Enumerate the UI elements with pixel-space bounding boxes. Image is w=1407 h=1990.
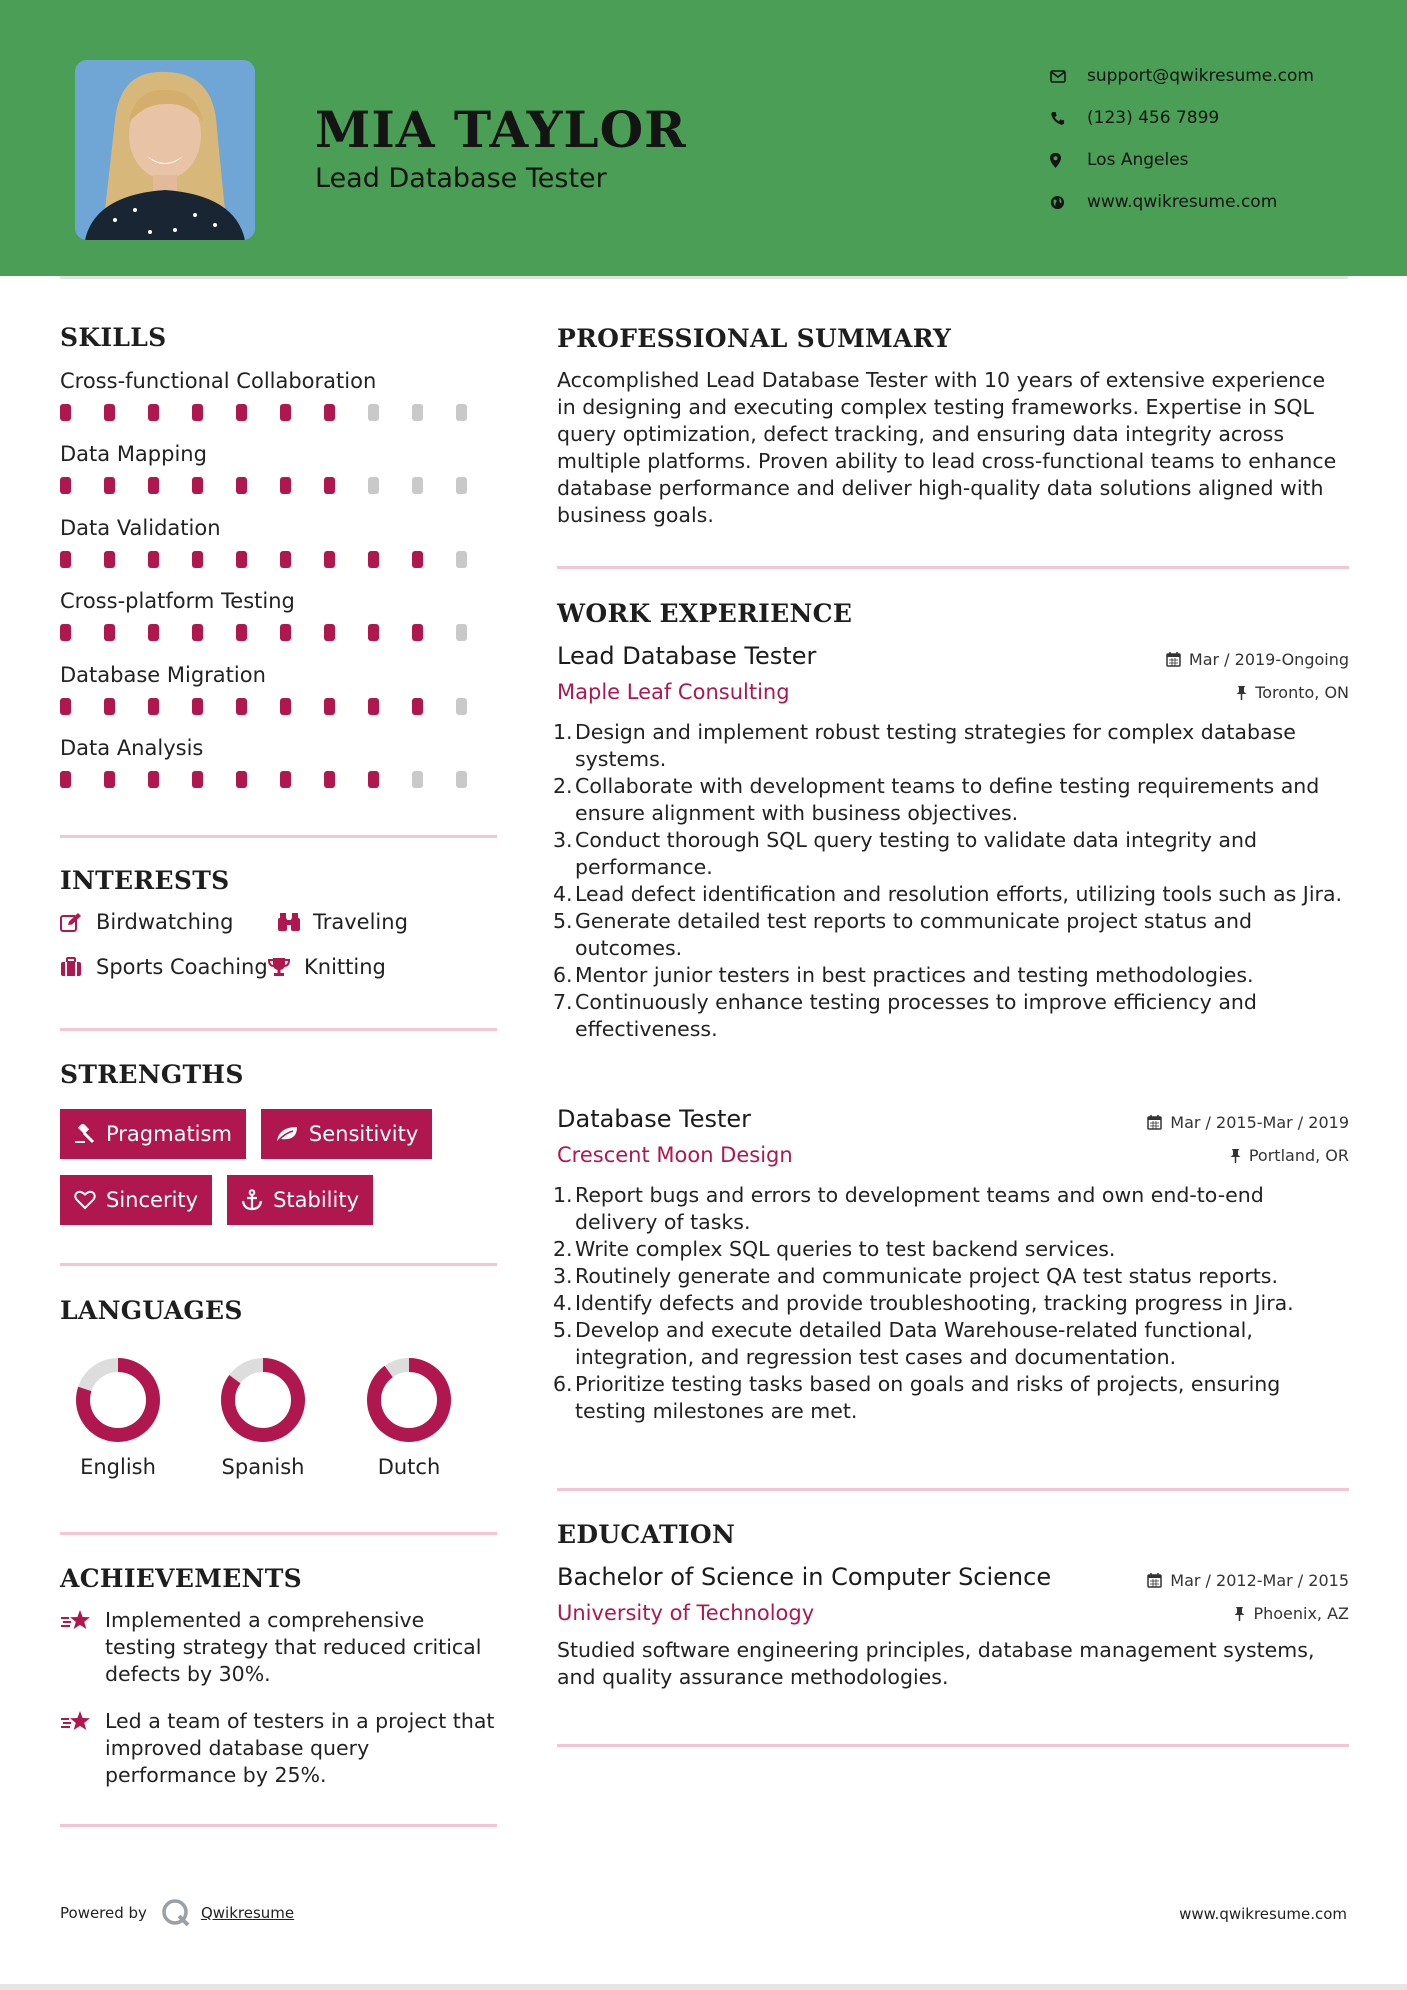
interest-item: Knitting	[268, 953, 488, 981]
skill-rating	[60, 404, 500, 421]
rating-dot	[148, 404, 159, 421]
skill-item	[60, 585, 500, 658]
skill-item	[60, 365, 500, 438]
duty-item: 3. Routinely generate and communicate project QA test status reports.	[553, 1264, 1278, 1288]
skill-item	[60, 438, 500, 511]
calendar-icon	[1147, 1573, 1162, 1588]
rating-dot	[236, 404, 247, 421]
duty-item: 4. Identify defects and provide troubleshooting, tracking progress in Jira.	[553, 1291, 1294, 1315]
interest-item: Birdwatching	[60, 908, 277, 936]
summary-heading: PROFESSIONAL SUMMARY	[557, 324, 952, 353]
rating-dot	[104, 551, 115, 568]
rating-dot	[324, 477, 335, 494]
skill-rating	[60, 771, 500, 788]
interests-heading: INTERESTS	[60, 866, 230, 895]
rating-dot	[368, 698, 379, 715]
rating-dot	[324, 551, 335, 568]
interests-list	[60, 908, 510, 981]
strength-badge: Stability	[227, 1175, 373, 1225]
footer-powered-by: Powered by Qwikresume	[60, 1898, 294, 1928]
rating-dot	[60, 404, 71, 421]
pushpin-icon	[1230, 1148, 1241, 1163]
education-entry	[557, 1563, 1349, 1691]
achievements-list	[60, 1607, 500, 1809]
languages-divider	[60, 1532, 497, 1535]
rating-dot	[280, 698, 291, 715]
rating-dot	[456, 404, 467, 421]
job-location: Toronto, ON	[1236, 683, 1349, 702]
rating-dot	[368, 404, 379, 421]
rating-dot	[148, 771, 159, 788]
qwikresume-logo-icon	[161, 1898, 191, 1928]
duty-item: 7. Continuously enhance testing processes to improve efficiency and effectiveness.	[553, 990, 1257, 1041]
experience-heading: WORK EXPERIENCE	[557, 599, 853, 628]
job-dates: Mar / 2019-Ongoing	[1166, 650, 1349, 669]
language-item	[58, 1355, 178, 1479]
rating-dot	[148, 624, 159, 641]
skill-rating	[60, 477, 500, 494]
shooting-star-icon	[60, 1607, 105, 1688]
pencil-square-icon	[60, 912, 96, 932]
skill-rating	[60, 698, 500, 715]
rating-dot	[412, 477, 423, 494]
header-divider	[60, 276, 1348, 279]
rating-dot	[148, 477, 159, 494]
experience-divider	[557, 1488, 1349, 1491]
rating-dot	[60, 551, 71, 568]
rating-dot	[324, 771, 335, 788]
duty-item: 5. Develop and execute detailed Data Warehouse-related functional, integration, and regression test cases and documentation.	[553, 1318, 1253, 1369]
leaf-icon	[275, 1125, 299, 1143]
duty-item: 5. Generate detailed test reports to communicate project status and outcomes.	[553, 909, 1252, 960]
strength-badge: Sensitivity	[261, 1109, 432, 1159]
rating-dot	[324, 624, 335, 641]
language-name: Dutch	[377, 1455, 441, 1479]
rating-dot	[412, 698, 423, 715]
rating-dot	[104, 477, 115, 494]
achievement-item: Led a team of testers in a project that improved database query performance by 25%.	[60, 1708, 500, 1789]
skills-heading: SKILLS	[60, 323, 167, 352]
rating-dot	[280, 477, 291, 494]
strength-badge: Pragmatism	[60, 1109, 246, 1159]
rating-dot	[412, 404, 423, 421]
skill-name: Data Validation	[60, 515, 221, 540]
phone-icon	[1050, 111, 1087, 126]
job-entry	[553, 1105, 1349, 1425]
rating-dot	[324, 404, 335, 421]
interest-item: Traveling	[277, 908, 497, 936]
skills-list	[60, 365, 500, 805]
shooting-star-icon	[60, 1708, 105, 1789]
rating-dot	[280, 404, 291, 421]
pushpin-icon	[1234, 1606, 1245, 1621]
education-description: Studied software engineering principles, database management systems, and quality assurance methodologies.	[557, 1638, 1315, 1689]
rating-dot	[148, 551, 159, 568]
rating-dot	[280, 771, 291, 788]
rating-dot	[280, 624, 291, 641]
pushpin-icon	[1236, 685, 1247, 700]
job-role: Database Tester	[557, 1105, 752, 1133]
strengths-divider	[60, 1263, 497, 1266]
rating-dot	[192, 551, 203, 568]
rating-dot	[192, 698, 203, 715]
interest-item: Sports Coaching	[60, 953, 277, 981]
strengths-heading: STRENGTHS	[60, 1060, 244, 1089]
footer-website[interactable]: www.qwikresume.com	[1179, 1905, 1347, 1923]
languages-heading: LANGUAGES	[60, 1296, 243, 1325]
rating-dot	[368, 624, 379, 641]
achievements-heading: ACHIEVEMENTS	[60, 1564, 302, 1593]
rating-dot	[456, 551, 467, 568]
skill-item	[60, 732, 500, 805]
degree-title: Bachelor of Science in Computer Science	[557, 1563, 1052, 1591]
skill-name: Data Analysis	[60, 735, 204, 760]
resume-header	[0, 0, 1407, 276]
rating-dot	[236, 771, 247, 788]
duty-item: 6. Prioritize testing tasks based on goals and risks of projects, ensuring testing milestones are met.	[553, 1372, 1281, 1423]
duty-item: 1. Design and implement robust testing strategies for complex database systems.	[553, 720, 1296, 771]
profile-photo	[75, 60, 255, 240]
rating-dot	[236, 477, 247, 494]
summary-divider	[557, 566, 1349, 569]
skill-name: Data Mapping	[60, 442, 207, 467]
heart-icon	[74, 1190, 96, 1210]
rating-dot	[412, 624, 423, 641]
rating-dot	[60, 477, 71, 494]
job-company: Maple Leaf Consulting	[557, 680, 790, 704]
duty-item: 4. Lead defect identification and resolution efforts, utilizing tools such as Jira.	[553, 882, 1343, 906]
rating-dot	[104, 698, 115, 715]
map-marker-icon	[1050, 153, 1087, 168]
contact-list	[1050, 55, 1380, 223]
strength-badge: Sincerity	[60, 1175, 212, 1225]
trophy-icon	[268, 957, 304, 977]
contact-phone[interactable]: (123) 456 7899	[1050, 97, 1380, 139]
language-item	[203, 1355, 323, 1479]
bottom-border	[0, 1984, 1407, 1990]
language-gauge	[364, 1355, 454, 1445]
rating-dot	[104, 771, 115, 788]
duty-item: 2. Collaborate with development teams to define testing requirements and ensure alignment with business objectives.	[553, 774, 1320, 825]
skill-item	[60, 659, 500, 732]
job-company: Crescent Moon Design	[557, 1143, 793, 1167]
rating-dot	[368, 771, 379, 788]
skill-item	[60, 512, 500, 585]
rating-dot	[456, 624, 467, 641]
job-location: Portland, OR	[1230, 1146, 1349, 1165]
job-dates: Mar / 2015-Mar / 2019	[1147, 1113, 1349, 1132]
achievements-divider	[60, 1824, 497, 1827]
language-item	[349, 1355, 469, 1479]
achievement-item: Implemented a comprehensive testing strategy that reduced critical defects by 30%.	[60, 1607, 500, 1688]
rating-dot	[192, 477, 203, 494]
rating-dot	[60, 624, 71, 641]
rating-dot	[60, 698, 71, 715]
rating-dot	[192, 624, 203, 641]
contact-location: Los Angeles	[1050, 139, 1380, 181]
contact-website[interactable]: www.qwikresume.com	[1050, 181, 1380, 223]
candidate-name: MIA TAYLOR	[315, 100, 687, 159]
education-heading: EDUCATION	[557, 1520, 736, 1549]
duty-item: 2. Write complex SQL queries to test backend services.	[553, 1237, 1116, 1261]
skill-rating	[60, 551, 500, 568]
skill-name: Cross-functional Collaboration	[60, 369, 377, 393]
language-gauge	[218, 1355, 308, 1445]
suitcase-icon	[60, 957, 96, 977]
rating-dot	[368, 551, 379, 568]
duty-item: 1. Report bugs and errors to development teams and own end-to-end delivery of tasks.	[553, 1183, 1264, 1234]
skill-rating	[60, 624, 500, 641]
duty-item: 6. Mentor junior testers in best practices and testing methodologies.	[553, 963, 1254, 987]
strengths-list	[60, 1109, 510, 1241]
job-role: Lead Database Tester	[557, 642, 817, 670]
rating-dot	[192, 771, 203, 788]
summary-text: Accomplished Lead Database Tester with 10 years of extensive experience in designing and executing complex testing frameworks. Expertise in SQL query optimization, defect tracking, and ensuring data integrity across multiple platforms. Proven ability to lead cross-functional teams to enhance database performance and deliver high-quality data solutions aligned with business goals.	[557, 368, 1337, 527]
rating-dot	[104, 404, 115, 421]
skills-divider	[60, 835, 497, 838]
rating-dot	[368, 477, 379, 494]
rating-dot	[236, 624, 247, 641]
education-dates: Mar / 2012-Mar / 2015	[1147, 1571, 1349, 1590]
binoculars-icon	[277, 912, 313, 932]
language-gauge	[73, 1355, 163, 1445]
rating-dot	[60, 771, 71, 788]
job-duties	[553, 1182, 1349, 1425]
job-duties	[553, 719, 1349, 1043]
rating-dot	[412, 551, 423, 568]
globe-icon	[1050, 195, 1087, 210]
rating-dot	[280, 551, 291, 568]
qwikresume-link[interactable]: Qwikresume	[200, 1904, 295, 1922]
rating-dot	[456, 698, 467, 715]
rating-dot	[236, 698, 247, 715]
duty-item: 3. Conduct thorough SQL query testing to validate data integrity and performance.	[553, 828, 1257, 879]
job-entry	[553, 642, 1349, 1043]
rating-dot	[192, 404, 203, 421]
gauge-fill	[374, 1365, 444, 1435]
calendar-icon	[1147, 1115, 1162, 1130]
education-divider	[557, 1744, 1349, 1747]
rating-dot	[104, 624, 115, 641]
rating-dot	[148, 698, 159, 715]
skill-name: Database Migration	[60, 662, 266, 687]
rating-dot	[236, 551, 247, 568]
gavel-icon	[74, 1124, 96, 1144]
rating-dot	[456, 771, 467, 788]
interests-divider	[60, 1028, 497, 1031]
rating-dot	[324, 698, 335, 715]
languages-list	[60, 1355, 510, 1485]
calendar-icon	[1166, 652, 1181, 667]
language-name: Spanish	[221, 1455, 305, 1479]
skill-name: Cross-platform Testing	[60, 589, 295, 614]
envelope-icon	[1050, 70, 1087, 83]
anchor-icon	[241, 1189, 263, 1211]
rating-dot	[456, 477, 467, 494]
rating-dot	[412, 771, 423, 788]
candidate-title: Lead Database Tester	[315, 163, 607, 194]
contact-email[interactable]: support@qwikresume.com	[1050, 55, 1380, 97]
language-name: English	[80, 1455, 156, 1479]
education-location: Phoenix, AZ	[1234, 1604, 1349, 1623]
school-name: University of Technology	[557, 1601, 815, 1625]
